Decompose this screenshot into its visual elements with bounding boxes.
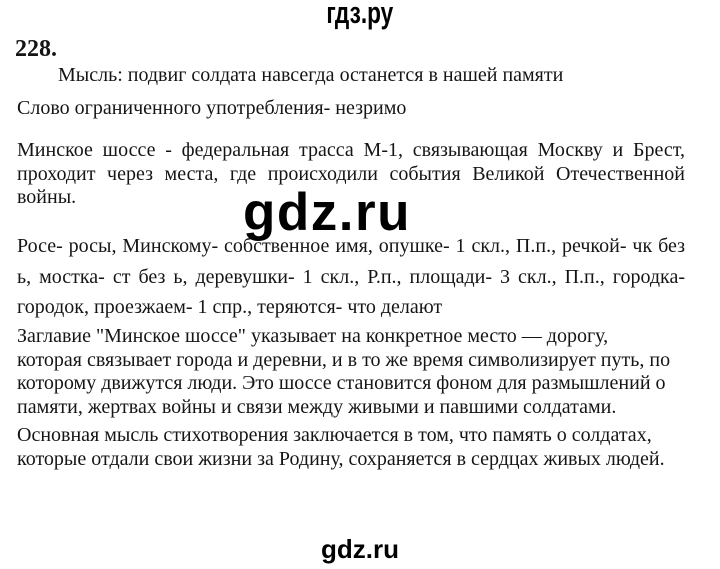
main-thought-line: Мысль: подвиг солдата навсегда останется в нашей памяти — [58, 64, 564, 86]
main-idea-paragraph: Основная мысль стихотворения заключается в том, что память о солдатах, которые отдали свои жизни за Родину, сохраняется в сердцах живых людей. — [17, 423, 665, 470]
bottom-watermark: gdz.ru — [321, 534, 399, 564]
center-watermark: gdz.ru — [243, 183, 411, 242]
site-logo — [0, 0, 720, 30]
site-logo-text: гдз.ру — [326, 0, 394, 30]
highway-paragraph: Минское шоссе - федеральная трасса М-1, связывающая Москву и Брест, проходит через места, где происходили события Великой Отечественной войны. — [17, 139, 685, 208]
conclusion-block — [17, 325, 672, 471]
title-meaning-paragraph: Заглавие "Минское шоссе" указывает на конкретное место — дорогу, которая связывает города и деревни, и в то же время символизирует путь, по которому движутся люди. Это шоссе становится фоном для размышлений о памяти, жертвах войны и связи между живыми и павшими солдатами. — [17, 325, 671, 419]
limited-word-line: Слово ограниченного употребления- незримо — [17, 97, 407, 119]
word-analysis-paragraph: Росе- росы, Минскому- собственное имя, опушке- 1 скл., П.п., речкой- чк без ь, мостка- ст без ь, деревушки- 1 скл., Р.п., площади- 3 скл., П.п., городка-городок, проезжаем- 1 спр., теряются- что делают — [17, 235, 685, 318]
exercise-number: 228. — [15, 36, 57, 62]
